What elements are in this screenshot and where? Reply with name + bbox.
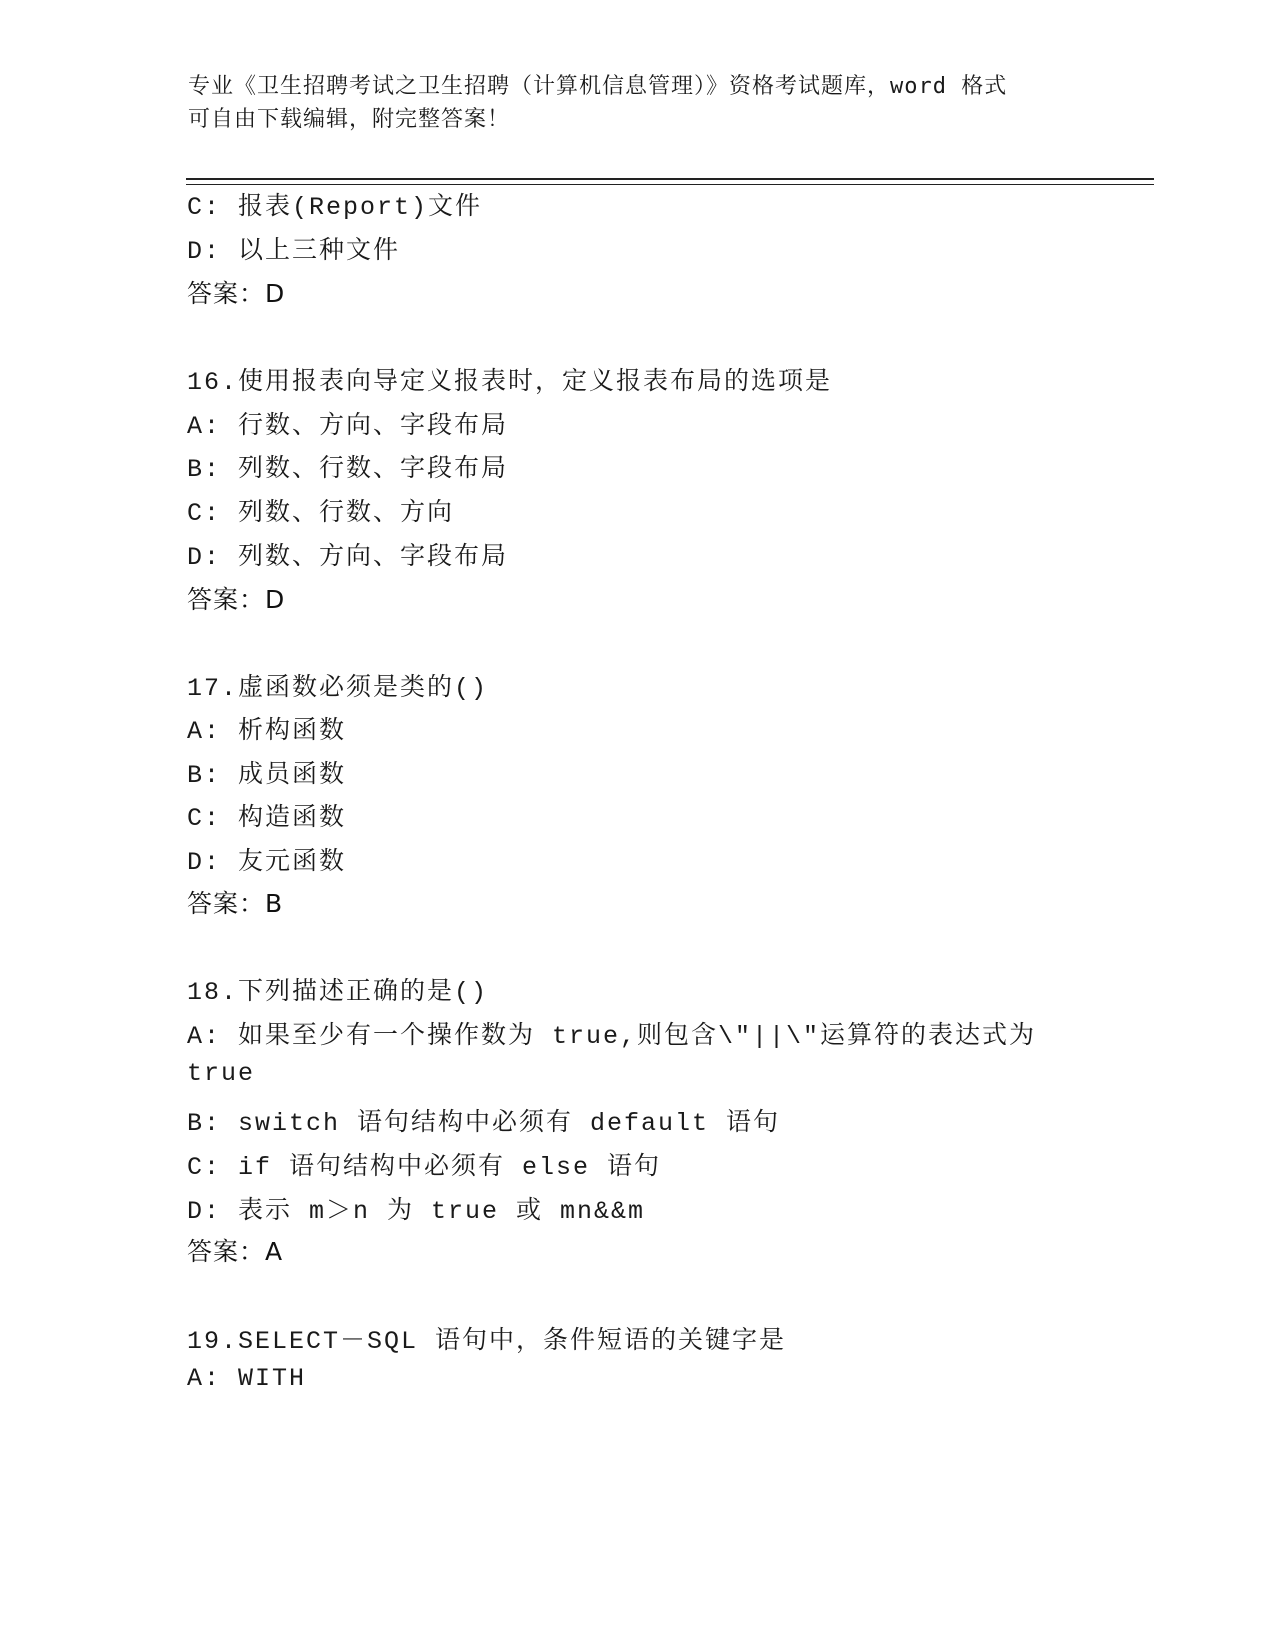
q17-question: 17.虚函数必须是类的()	[187, 674, 489, 703]
q19-question: 19.SELECT－SQL 语句中，条件短语的关键字是	[187, 1327, 787, 1356]
document-header	[188, 70, 1078, 136]
q17-option-b: B: 成员函数	[187, 761, 347, 790]
q18-option-a: A: 如果至少有一个操作数为 true,则包含\"||\"运算符的表达式为	[187, 1022, 1037, 1051]
q18-answer: 答案：A	[187, 1237, 284, 1266]
q15-answer: 答案：D	[187, 279, 286, 308]
q16-question: 16.使用报表向导定义报表时，定义报表布局的选项是	[187, 368, 833, 397]
q15-option-c: C: 报表(Report)文件	[187, 193, 483, 222]
q18-question: 18.下列描述正确的是()	[187, 978, 489, 1007]
q16-option-b: B: 列数、行数、字段布局	[187, 455, 509, 484]
q16-option-c: C: 列数、行数、方向	[187, 499, 455, 528]
q18-option-c: C: if 语句结构中必须有 else 语句	[187, 1153, 662, 1182]
q16-option-a: A: 行数、方向、字段布局	[187, 412, 509, 441]
q15-option-d: D: 以上三种文件	[187, 237, 401, 266]
q18-option-d: D: 表示 m＞n 为 true 或 mn&&m	[187, 1197, 646, 1226]
q17-option-c: C: 构造函数	[187, 804, 347, 833]
q18-option-b: B: switch 语句结构中必须有 default 语句	[187, 1109, 781, 1138]
header-divider-thin	[186, 184, 1154, 185]
header-line-2: 可自由下载编辑，附完整答案！	[188, 107, 511, 132]
q17-option-a: A: 析构函数	[187, 717, 347, 746]
q16-answer: 答案：D	[187, 585, 286, 614]
q17-option-d: D: 友元函数	[187, 848, 347, 877]
q19-option-a: A: WITH	[187, 1364, 307, 1393]
q18-option-a-continued: true	[187, 1059, 256, 1088]
q16-option-d: D: 列数、方向、字段布局	[187, 543, 509, 572]
header-divider-thick	[186, 178, 1154, 180]
q17-answer: 答案：B	[187, 889, 284, 918]
header-line-1: 专业《卫生招聘考试之卫生招聘（计算机信息管理）》资格考试题库，word 格式	[188, 74, 1008, 99]
